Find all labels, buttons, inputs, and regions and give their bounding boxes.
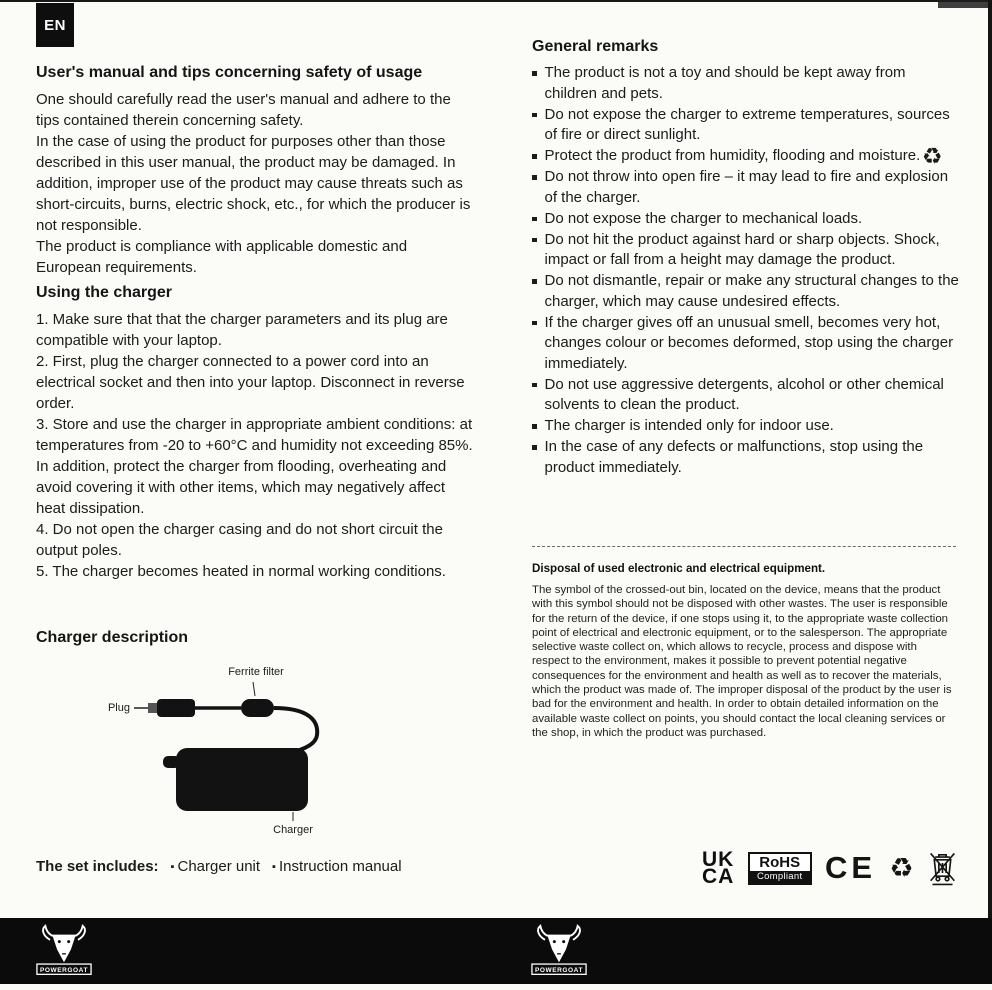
remark-item: Do not hit the product against hard or sharp objects. Shock, impact or fall from a height may damage the product.	[532, 230, 960, 271]
ce-mark: CE	[825, 850, 877, 885]
plug-body	[157, 699, 195, 717]
bullet-square	[532, 445, 537, 450]
step-item: 3. Store and use the charger in appropriate ambient conditions: at temperatures from -20 to +60°C and humidity not exceeding 85%. In addition, protect the charger from flooding, overheating and avoid covering it with other items, which may negatively affect heat dissipation.	[36, 416, 473, 517]
powergoat-logo	[531, 923, 587, 979]
footer-bar	[0, 918, 992, 984]
page-top-edge	[0, 0, 992, 2]
set-includes-item: ▪ Charger unit	[171, 858, 261, 875]
language-badge: EN	[36, 3, 74, 47]
bullet-square	[532, 71, 537, 76]
step-item: 2. First, plug the charger connected to a power cord into an electrical socket and then into your laptop. Disconnect in reverse order.	[36, 353, 465, 412]
set-includes-items	[159, 858, 402, 875]
bullet-square	[532, 321, 537, 326]
bullet-square	[532, 279, 537, 284]
recycle-icon: ♻	[922, 144, 943, 170]
bullet-square	[532, 217, 537, 222]
charger-body	[176, 748, 308, 811]
rohs-label: RoHS	[759, 853, 801, 871]
disposal-body: The symbol of the crossed-out bin, located on the device, means that the product with this symbol should not be disposed with other wastes. The user is responsible for the return of the device, if one stops using it, to the appropriate waste collection point of electrical and electronic equipment, or to the salesperson. The appropriate selective waste collect on, which allows to recycle, process and dispose with respect to the environment, makes it possible to prevent potential negative consequences for the environment and health as well as to recover the materials, which the product was made of. The improper disposal of the product by the user is bad for the environment and health. In order to obtain detailed information on the available waste collect on points, you should contact the local cleaning services or the shop, in which the product was purchased.	[532, 584, 952, 739]
rohs-compliant-label: Compliant	[750, 871, 810, 883]
goat-icon	[538, 926, 580, 961]
goat-icon	[43, 926, 85, 961]
remark-item: Do not throw into open fire – it may lead to fire and explosion of the charger.	[532, 167, 960, 208]
recycle-symbol-icon: ♻	[889, 852, 914, 884]
using-steps	[36, 309, 476, 582]
remark-item: The product is not a toy and should be kept away from children and pets.	[532, 63, 960, 104]
remark-item: Do not expose the charger to mechanical loads.	[532, 209, 960, 230]
scan-artifact	[938, 0, 992, 8]
bullet-square	[532, 238, 537, 243]
plug-tip	[148, 703, 158, 713]
set-includes-item: ▪ Instruction manual	[272, 858, 402, 875]
remarks-list	[532, 63, 960, 478]
remark-item: In the case of any defects or malfunctions, stop using the product immediately.	[532, 437, 960, 478]
usage-section	[36, 64, 476, 278]
charger-diagram	[60, 660, 370, 845]
powergoat-logo	[36, 923, 92, 979]
remark-item: The charger is intended only for indoor use.	[532, 416, 960, 437]
remark-item: Do not dismantle, repair or make any structural changes to the charger, which may cause undesired effects.	[532, 271, 960, 312]
step-item: 5. The charger becomes heated in normal working conditions.	[36, 563, 446, 580]
page-right-edge	[988, 0, 992, 920]
dashed-divider	[532, 546, 956, 547]
description-section	[36, 629, 476, 654]
usage-heading: User's manual and tips concerning safety of usage	[36, 64, 423, 81]
bullet-square	[532, 113, 537, 118]
step-item: 1. Make sure that that the charger parameters and its plug are compatible with your laptop.	[36, 311, 448, 349]
remarks-heading: General remarks	[532, 38, 659, 55]
remark-item: Do not use aggressive detergents, alcohol or other chemical solvents to clean the product.	[532, 375, 960, 416]
brand-text: POWERGOAT	[535, 966, 583, 974]
set-includes-line	[36, 858, 496, 875]
plug-label: Plug	[107, 702, 130, 714]
brand-text: POWERGOAT	[40, 966, 88, 974]
remark-item: Protect the product from humidity, flooding and moisture.	[532, 146, 960, 167]
bullet-square	[532, 175, 537, 180]
remarks-section	[532, 38, 960, 479]
step-item: 4. Do not open the charger casing and do not short circuit the output poles.	[36, 521, 443, 559]
rohs-mark	[748, 852, 812, 885]
ferrite-filter-bead	[241, 699, 274, 717]
paragraph: The product is compliance with applicable domestic and European requirements.	[36, 238, 408, 276]
using-heading: Using the charger	[36, 284, 173, 301]
using-section	[36, 284, 476, 582]
bullet-square	[532, 424, 537, 429]
remark-item: Do not expose the charger to extreme temperatures, sources of fire or direct sunlight.	[532, 105, 960, 146]
weee-bin-icon	[927, 850, 958, 886]
charger-label: Charger	[273, 824, 313, 836]
ukca-mark	[702, 848, 735, 888]
bullet-square	[532, 154, 537, 159]
ukca-bottom: CA	[702, 865, 735, 888]
charger-diagram-drawing	[60, 660, 370, 845]
bullet-square	[532, 383, 537, 388]
paragraph: One should carefully read the user's manual and adhere to the tips contained therein concerning safety.	[36, 91, 451, 129]
usage-paragraphs	[36, 89, 476, 278]
paragraph: In the case of using the product for purposes other than those described in this user manual, the product may be damaged. In addition, improper use of the product may cause threats such as short-circuits, burns, electric shock, etc., for which the producer is not responsible.	[36, 133, 471, 234]
remark-item: If the charger gives off an unusual smell, becomes very hot, changes colour or becomes deformed, stop using the charger immediately.	[532, 313, 960, 375]
ukca-top: UK	[702, 848, 735, 871]
description-heading: Charger description	[36, 629, 189, 646]
set-includes-label: The set includes:	[36, 858, 159, 875]
compliance-marks	[702, 846, 958, 890]
ferrite-filter-label: Ferrite filter	[228, 666, 284, 678]
disposal-heading: Disposal of used electronic and electrical equipment.	[532, 562, 826, 575]
